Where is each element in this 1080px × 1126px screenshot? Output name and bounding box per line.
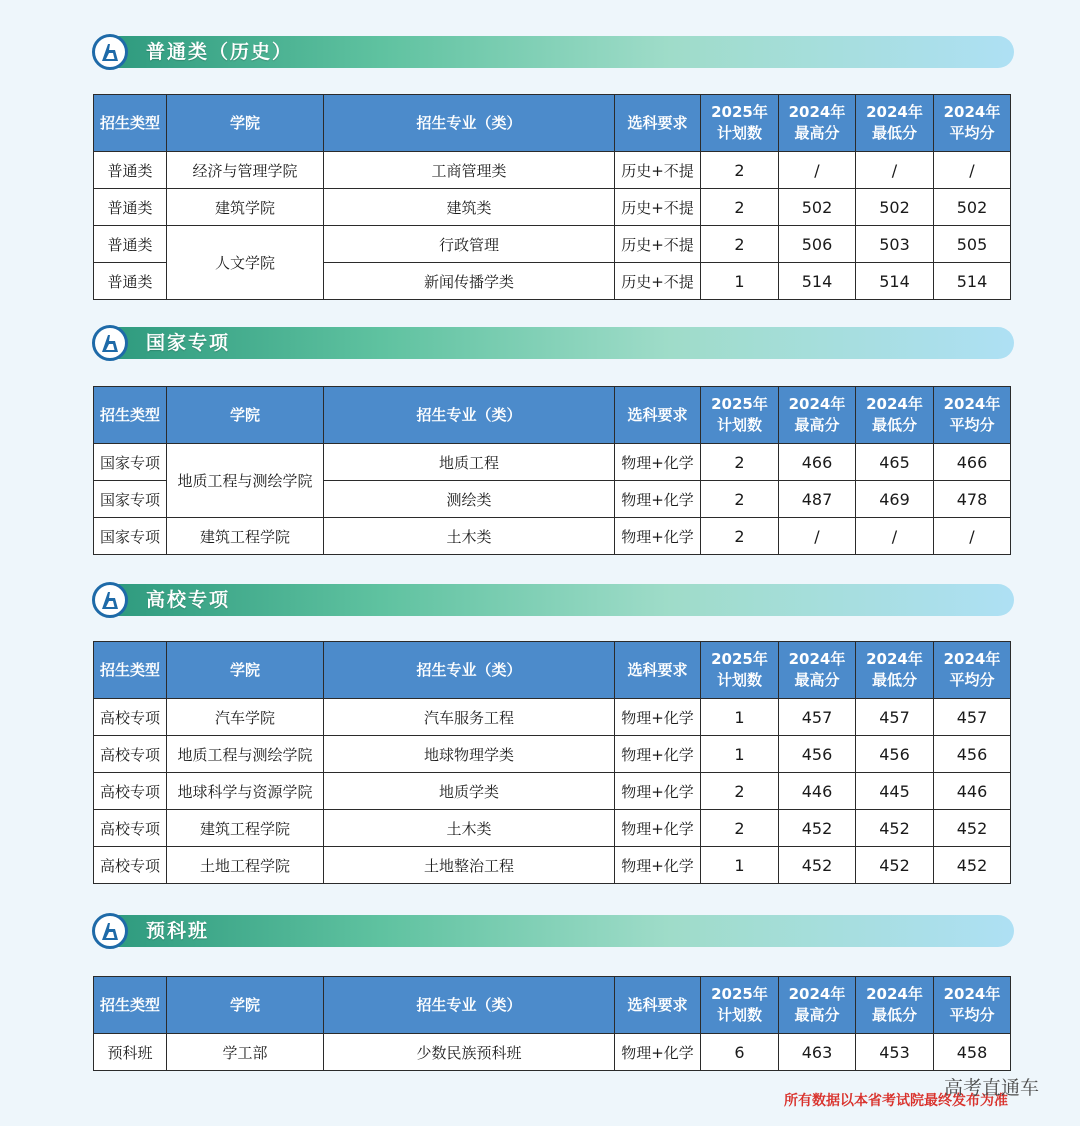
watermark: 高考直通车 <box>944 1077 1040 1099</box>
cell-subject: 物理+化学 <box>615 699 701 736</box>
column-header-line: 学院 <box>229 405 260 424</box>
column-header-line: 招生类型 <box>99 995 160 1014</box>
column-header-line: 平均分 <box>949 1006 995 1024</box>
column-header-line: 2024年 <box>788 103 846 121</box>
cell-avg: 458 <box>934 1034 1011 1071</box>
column-header <box>324 977 615 1034</box>
column-header <box>615 977 701 1034</box>
column-header <box>94 95 167 152</box>
cell-college: 地质工程与测绘学院 <box>167 444 324 518</box>
cell-major: 土木类 <box>324 518 615 555</box>
cell-avg: 505 <box>934 226 1011 263</box>
cell-plan: 1 <box>701 736 779 773</box>
table-row <box>94 847 1011 884</box>
cell-college: 汽车学院 <box>167 699 324 736</box>
admission-table <box>93 641 1011 884</box>
column-header-line: 招生类型 <box>99 405 160 424</box>
cell-max: 446 <box>779 773 856 810</box>
section-header <box>92 34 1014 70</box>
column-header <box>934 977 1011 1034</box>
column-header <box>615 387 701 444</box>
table-row <box>94 226 1011 263</box>
column-header-line: 招生专业（类） <box>416 405 522 424</box>
column-header-line: 最低分 <box>871 124 917 142</box>
cell-type: 普通类 <box>94 152 167 189</box>
table-row <box>94 152 1011 189</box>
column-header <box>856 642 934 699</box>
cell-max: 502 <box>779 189 856 226</box>
column-header-line: 计划数 <box>716 416 762 434</box>
cell-min: 502 <box>856 189 934 226</box>
column-header <box>94 642 167 699</box>
section-title: 预科班 <box>146 920 210 942</box>
column-header <box>934 642 1011 699</box>
column-header <box>779 642 856 699</box>
cell-avg: 514 <box>934 263 1011 300</box>
table-row <box>94 736 1011 773</box>
cell-max: 506 <box>779 226 856 263</box>
cell-subject: 历史+不提 <box>615 226 701 263</box>
table-header-row <box>94 642 1011 699</box>
column-header <box>701 95 779 152</box>
cell-max: 452 <box>779 847 856 884</box>
column-header-line: 选科要求 <box>627 660 688 679</box>
column-header <box>701 387 779 444</box>
cell-subject: 物理+化学 <box>615 810 701 847</box>
cell-min: / <box>856 518 934 555</box>
table-row <box>94 810 1011 847</box>
column-header <box>167 387 324 444</box>
column-header <box>779 977 856 1034</box>
table-header-row <box>94 387 1011 444</box>
cell-major: 地球物理学类 <box>324 736 615 773</box>
cell-avg: 478 <box>934 481 1011 518</box>
cell-college: 土地工程学院 <box>167 847 324 884</box>
cell-major: 土木类 <box>324 810 615 847</box>
column-header <box>94 387 167 444</box>
column-header-line: 计划数 <box>716 124 762 142</box>
cell-college: 地质工程与测绘学院 <box>167 736 324 773</box>
column-header <box>167 95 324 152</box>
column-header-line: 2024年 <box>866 985 923 1003</box>
column-header <box>856 95 934 152</box>
column-header-line: 最高分 <box>794 124 840 142</box>
cell-subject: 物理+化学 <box>615 847 701 884</box>
cell-major: 测绘类 <box>324 481 615 518</box>
cell-type: 普通类 <box>94 189 167 226</box>
table-row <box>94 518 1011 555</box>
cell-type: 高校专项 <box>94 810 167 847</box>
cell-subject: 物理+化学 <box>615 518 701 555</box>
cell-major: 地质学类 <box>324 773 615 810</box>
cell-max: 456 <box>779 736 856 773</box>
column-header <box>324 642 615 699</box>
cell-plan: 2 <box>701 773 779 810</box>
column-header-line: 招生专业（类） <box>416 995 522 1014</box>
cell-subject: 物理+化学 <box>615 444 701 481</box>
cell-max: 466 <box>779 444 856 481</box>
cell-avg: 457 <box>934 699 1011 736</box>
column-header-line: 最低分 <box>871 1006 917 1024</box>
column-header-line: 平均分 <box>949 416 995 434</box>
cell-avg: 452 <box>934 810 1011 847</box>
column-header-line: 2025年 <box>711 103 768 121</box>
cell-college: 地球科学与资源学院 <box>167 773 324 810</box>
cell-major: 行政管理 <box>324 226 615 263</box>
cell-min: 456 <box>856 736 934 773</box>
cell-subject: 物理+化学 <box>615 1034 701 1071</box>
cell-max: 463 <box>779 1034 856 1071</box>
cell-plan: 2 <box>701 152 779 189</box>
column-header <box>701 642 779 699</box>
column-header-line: 2024年 <box>866 650 923 668</box>
column-header-line: 选科要求 <box>627 405 688 424</box>
column-header-line: 招生类型 <box>99 660 160 679</box>
column-header <box>934 387 1011 444</box>
cell-type: 国家专项 <box>94 481 167 518</box>
cell-type: 国家专项 <box>94 518 167 555</box>
cell-college: 建筑工程学院 <box>167 810 324 847</box>
section-header <box>92 325 1014 361</box>
column-header <box>779 387 856 444</box>
column-header <box>615 95 701 152</box>
column-header-line: 招生专业（类） <box>416 113 522 132</box>
cell-min: 469 <box>856 481 934 518</box>
column-header <box>615 642 701 699</box>
cell-subject: 物理+化学 <box>615 481 701 518</box>
column-header-line: 2025年 <box>711 395 768 413</box>
column-header-line: 最高分 <box>794 1006 840 1024</box>
column-header-line: 最低分 <box>871 416 917 434</box>
column-header <box>934 95 1011 152</box>
column-header-line: 选科要求 <box>627 995 688 1014</box>
table-row <box>94 773 1011 810</box>
cell-type: 高校专项 <box>94 847 167 884</box>
cell-major: 工商管理类 <box>324 152 615 189</box>
table-row <box>94 699 1011 736</box>
cell-min: 465 <box>856 444 934 481</box>
cell-max: 457 <box>779 699 856 736</box>
cell-min: 453 <box>856 1034 934 1071</box>
cell-type: 普通类 <box>94 263 167 300</box>
cell-min: 503 <box>856 226 934 263</box>
cell-major: 新闻传播学类 <box>324 263 615 300</box>
cell-max: / <box>779 518 856 555</box>
section-header-bar <box>110 584 1014 616</box>
column-header <box>856 977 934 1034</box>
column-header-line: 计划数 <box>716 1006 762 1024</box>
column-header-line: 2024年 <box>788 395 846 413</box>
cell-min: 457 <box>856 699 934 736</box>
column-header-line: 2024年 <box>866 103 923 121</box>
cell-subject: 历史+不提 <box>615 263 701 300</box>
cell-avg: 466 <box>934 444 1011 481</box>
cell-plan: 6 <box>701 1034 779 1071</box>
cell-plan: 1 <box>701 847 779 884</box>
cell-college: 经济与管理学院 <box>167 152 324 189</box>
cell-college: 建筑学院 <box>167 189 324 226</box>
column-header-line: 选科要求 <box>627 113 688 132</box>
table-row <box>94 444 1011 481</box>
cell-subject: 历史+不提 <box>615 152 701 189</box>
cell-plan: 2 <box>701 481 779 518</box>
column-header-line: 2024年 <box>788 650 846 668</box>
column-header <box>324 95 615 152</box>
column-header-line: 2025年 <box>711 650 768 668</box>
column-header-line: 最低分 <box>871 671 917 689</box>
column-header-line: 最高分 <box>794 671 840 689</box>
cell-min: / <box>856 152 934 189</box>
column-header <box>856 387 934 444</box>
column-header-line: 2024年 <box>943 985 1001 1003</box>
cell-min: 514 <box>856 263 934 300</box>
column-header-line: 招生专业（类） <box>416 660 522 679</box>
cell-avg: 502 <box>934 189 1011 226</box>
column-header-line: 平均分 <box>949 671 995 689</box>
cell-avg: 452 <box>934 847 1011 884</box>
cell-plan: 2 <box>701 189 779 226</box>
cell-type: 高校专项 <box>94 699 167 736</box>
cell-avg: 456 <box>934 736 1011 773</box>
cell-min: 452 <box>856 810 934 847</box>
cell-subject: 物理+化学 <box>615 736 701 773</box>
column-header-line: 学院 <box>229 660 260 679</box>
cell-min: 452 <box>856 847 934 884</box>
university-logo-icon <box>92 34 128 70</box>
section-title: 普通类（历史） <box>146 41 294 63</box>
cell-major: 地质工程 <box>324 444 615 481</box>
cell-plan: 2 <box>701 226 779 263</box>
table-row <box>94 1034 1011 1071</box>
cell-plan: 2 <box>701 518 779 555</box>
cell-max: 452 <box>779 810 856 847</box>
table-header-row <box>94 95 1011 152</box>
cell-college: 建筑工程学院 <box>167 518 324 555</box>
cell-plan: 2 <box>701 444 779 481</box>
admission-table <box>93 386 1011 555</box>
column-header-line: 计划数 <box>716 671 762 689</box>
section-header-bar <box>110 327 1014 359</box>
university-logo-icon <box>92 582 128 618</box>
cell-max: 514 <box>779 263 856 300</box>
cell-avg: / <box>934 518 1011 555</box>
cell-avg: / <box>934 152 1011 189</box>
column-header-line: 学院 <box>229 995 260 1014</box>
cell-type: 高校专项 <box>94 773 167 810</box>
cell-plan: 1 <box>701 699 779 736</box>
column-header <box>324 387 615 444</box>
column-header-line: 最高分 <box>794 416 840 434</box>
column-header <box>779 95 856 152</box>
admission-table <box>93 94 1011 300</box>
cell-type: 高校专项 <box>94 736 167 773</box>
column-header <box>167 642 324 699</box>
section-title: 高校专项 <box>146 589 231 611</box>
cell-type: 预科班 <box>94 1034 167 1071</box>
cell-major: 土地整治工程 <box>324 847 615 884</box>
university-logo-icon <box>92 325 128 361</box>
cell-plan: 2 <box>701 810 779 847</box>
cell-major: 汽车服务工程 <box>324 699 615 736</box>
cell-college: 学工部 <box>167 1034 324 1071</box>
section-header-bar <box>110 915 1014 947</box>
cell-subject: 物理+化学 <box>615 773 701 810</box>
column-header-line: 2024年 <box>943 395 1001 413</box>
table-header-row <box>94 977 1011 1034</box>
cell-college: 人文学院 <box>167 226 324 300</box>
table-row <box>94 189 1011 226</box>
section-title: 国家专项 <box>146 332 231 354</box>
column-header-line: 2024年 <box>943 650 1001 668</box>
cell-subject: 历史+不提 <box>615 189 701 226</box>
cell-max: 487 <box>779 481 856 518</box>
column-header-line: 2024年 <box>788 985 846 1003</box>
column-header <box>94 977 167 1034</box>
column-header-line: 平均分 <box>949 124 995 142</box>
cell-type: 国家专项 <box>94 444 167 481</box>
cell-type: 普通类 <box>94 226 167 263</box>
column-header-line: 学院 <box>229 113 260 132</box>
column-header-line: 2024年 <box>866 395 923 413</box>
cell-max: / <box>779 152 856 189</box>
admission-table <box>93 976 1011 1071</box>
column-header-line: 招生类型 <box>99 113 160 132</box>
column-header-line: 2025年 <box>711 985 768 1003</box>
cell-min: 445 <box>856 773 934 810</box>
cell-avg: 446 <box>934 773 1011 810</box>
university-logo-icon <box>92 913 128 949</box>
column-header <box>167 977 324 1034</box>
column-header <box>701 977 779 1034</box>
column-header-line: 2024年 <box>943 103 1001 121</box>
section-header <box>92 582 1014 618</box>
cell-plan: 1 <box>701 263 779 300</box>
cell-major: 少数民族预科班 <box>324 1034 615 1071</box>
footnote: 所有数据以本省考试院最终发布为准 <box>784 1093 1008 1109</box>
section-header <box>92 913 1014 949</box>
cell-major: 建筑类 <box>324 189 615 226</box>
